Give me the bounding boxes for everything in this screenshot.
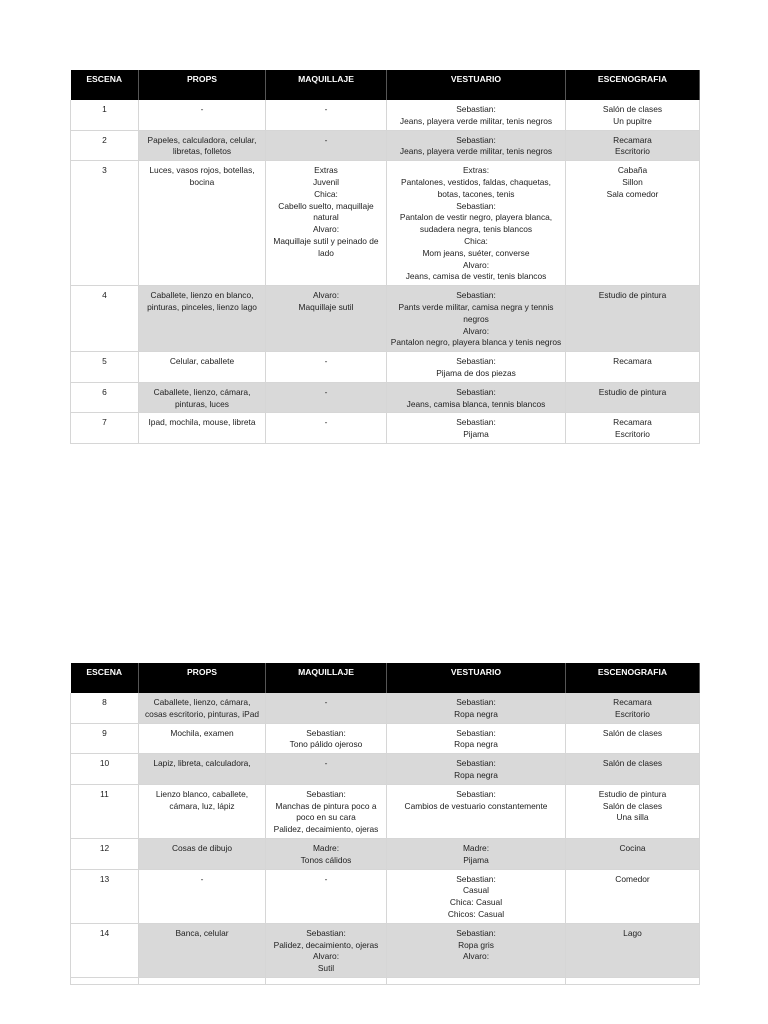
cell-props: Caballete, lienzo, cámara, cosas escritorio, pinturas, iPad [139, 693, 266, 723]
header-escena: ESCENA [71, 663, 139, 693]
cell-props: Papeles, calculadora, celular, libretas, folletos [139, 130, 266, 161]
cell-vestuario: Sebastian: Jeans, camisa blanca, tennis blancos [387, 382, 566, 413]
production-breakdown-table-1 [70, 70, 700, 444]
cell-escena: 3 [71, 161, 139, 286]
cell-escena: 2 [71, 130, 139, 161]
cell-escenografia: Salón de clases [566, 723, 700, 754]
header-vestuario: VESTUARIO [387, 663, 566, 693]
table-row [71, 869, 700, 923]
cell-props: Lapiz, libreta, calculadora, [139, 754, 266, 785]
cell-escena: 6 [71, 382, 139, 413]
cell-vestuario: Sebastian: Ropa negra [387, 693, 566, 723]
table-body [71, 693, 700, 984]
cell-maquillaje: Sebastian: Manchas de pintura poco a poco en su cara Palidez, decaimiento, ojeras [266, 784, 387, 838]
cell-maquillaje: - [266, 352, 387, 383]
cell-escenografia: Comedor [566, 869, 700, 923]
cell-props: Mochila, examen [139, 723, 266, 754]
cell-escenografia: Estudio de pintura Salón de clases Una silla [566, 784, 700, 838]
cell-maquillaje: Alvaro: Maquillaje sutil [266, 286, 387, 352]
table-row [71, 352, 700, 383]
cell-escenografia: Cabaña Sillon Sala comedor [566, 161, 700, 286]
cell-props: Lienzo blanco, caballete, cámara, luz, lápiz [139, 784, 266, 838]
cell-vestuario: Sebastian: Ropa negra [387, 754, 566, 785]
cell-vestuario [387, 977, 566, 984]
cell-escena: 5 [71, 352, 139, 383]
cell-props: Cosas de dibujo [139, 838, 266, 869]
cell-escena: 14 [71, 923, 139, 977]
cell-vestuario: Sebastian: Pijama de dos piezas [387, 352, 566, 383]
cell-props: - [139, 869, 266, 923]
table-row [71, 130, 700, 161]
cell-props: Celular, caballete [139, 352, 266, 383]
cell-maquillaje: - [266, 382, 387, 413]
production-breakdown-table-2 [70, 663, 700, 985]
cell-vestuario: Sebastian: Ropa gris Alvaro: [387, 923, 566, 977]
table-row [71, 977, 700, 984]
cell-escena: 8 [71, 693, 139, 723]
cell-maquillaje: Extras Juvenil Chica: Cabello suelto, maquillaje natural Alvaro: Maquillaje sutil y peinado de lado [266, 161, 387, 286]
cell-maquillaje: Madre: Tonos cálidos [266, 838, 387, 869]
cell-maquillaje: - [266, 754, 387, 785]
cell-maquillaje [266, 977, 387, 984]
table-header [71, 663, 700, 693]
cell-props [139, 977, 266, 984]
table-body [71, 100, 700, 443]
cell-vestuario: Sebastian: Jeans, playera verde militar, tenis negros [387, 130, 566, 161]
table-row [71, 838, 700, 869]
cell-maquillaje: - [266, 869, 387, 923]
cell-escena: 13 [71, 869, 139, 923]
cell-vestuario: Madre: Pijama [387, 838, 566, 869]
cell-maquillaje: Sebastian: Palidez, decaimiento, ojeras Alvaro: Sutil [266, 923, 387, 977]
cell-props: Caballete, lienzo en blanco, pinturas, pinceles, lienzo lago [139, 286, 266, 352]
table-row [71, 784, 700, 838]
cell-vestuario: Extras: Pantalones, vestidos, faldas, chaquetas, botas, tacones, tenis Sebastian: Pantalon de vestir negro, playera blanca, sudadera negra, tenis blancos Chica: Mom jeans, suéter, converse Alvaro: Jeans, camisa de vestir, tenis blancos [387, 161, 566, 286]
header-props: PROPS [139, 70, 266, 100]
cell-escenografia: Estudio de pintura [566, 382, 700, 413]
cell-escenografia: Recamara Escritorio [566, 693, 700, 723]
header-escena: ESCENA [71, 70, 139, 100]
cell-vestuario: Sebastian: Pants verde militar, camisa negra y tennis negros Alvaro: Pantalon negro, playera blanca y tenis negros [387, 286, 566, 352]
cell-maquillaje: - [266, 100, 387, 130]
cell-props: Banca, celular [139, 923, 266, 977]
cell-escena: 9 [71, 723, 139, 754]
table-row [71, 923, 700, 977]
cell-escena: 10 [71, 754, 139, 785]
cell-escenografia: Salón de clases [566, 754, 700, 785]
cell-maquillaje: - [266, 693, 387, 723]
cell-escenografia: Recamara Escritorio [566, 130, 700, 161]
cell-escenografia: Salón de clases Un pupitre [566, 100, 700, 130]
cell-escenografia: Lago [566, 923, 700, 977]
header-props: PROPS [139, 663, 266, 693]
cell-escenografia: Cocina [566, 838, 700, 869]
table-row [71, 413, 700, 444]
cell-escena: 7 [71, 413, 139, 444]
cell-vestuario: Sebastian: Pijama [387, 413, 566, 444]
cell-escena: 11 [71, 784, 139, 838]
cell-escena: 4 [71, 286, 139, 352]
cell-maquillaje: Sebastian: Tono pálido ojeroso [266, 723, 387, 754]
table-row [71, 754, 700, 785]
cell-escenografia: Recamara [566, 352, 700, 383]
cell-vestuario: Sebastian: Jeans, playera verde militar, tenis negros [387, 100, 566, 130]
table-header [71, 70, 700, 100]
table-row [71, 286, 700, 352]
cell-escena: 1 [71, 100, 139, 130]
cell-escenografia: Estudio de pintura [566, 286, 700, 352]
table-row [71, 100, 700, 130]
cell-escenografia: Recamara Escritorio [566, 413, 700, 444]
cell-escena: 12 [71, 838, 139, 869]
table-row [71, 723, 700, 754]
table-row [71, 382, 700, 413]
cell-escenografia [566, 977, 700, 984]
cell-props: Ipad, mochila, mouse, libreta [139, 413, 266, 444]
header-escenografia: ESCENOGRAFIA [566, 70, 700, 100]
header-vestuario: VESTUARIO [387, 70, 566, 100]
cell-vestuario: Sebastian: Casual Chica: Casual Chicos: Casual [387, 869, 566, 923]
cell-maquillaje: - [266, 130, 387, 161]
cell-props: - [139, 100, 266, 130]
table-row [71, 693, 700, 723]
header-escenografia: ESCENOGRAFIA [566, 663, 700, 693]
cell-props: Luces, vasos rojos, botellas, bocina [139, 161, 266, 286]
header-maquillaje: MAQUILLAJE [266, 663, 387, 693]
cell-escena [71, 977, 139, 984]
header-maquillaje: MAQUILLAJE [266, 70, 387, 100]
cell-props: Caballete, lienzo, cámara, pinturas, luces [139, 382, 266, 413]
cell-vestuario: Sebastian: Ropa negra [387, 723, 566, 754]
cell-vestuario: Sebastian: Cambios de vestuario constantemente [387, 784, 566, 838]
table-row [71, 161, 700, 286]
cell-maquillaje: - [266, 413, 387, 444]
